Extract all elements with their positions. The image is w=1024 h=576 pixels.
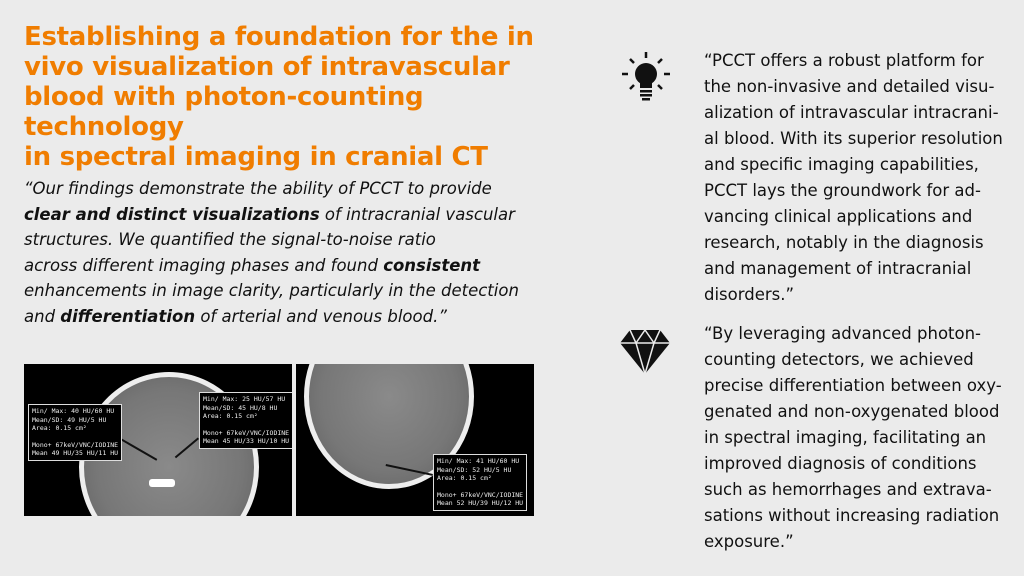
quote-line [24,202,564,228]
insight-line: and management of intracranial [704,259,972,278]
measurement: Mono+ 67keV/VNC/IODINE [32,440,119,449]
quote-line [24,304,564,330]
insight-line: PCCT lays the groundwork for ad- [704,181,981,200]
measurement: Area: 0.15 cm² [32,424,87,432]
quote-line [24,253,564,279]
measurement: Mean/SD: 52 HU/5 HU [437,465,512,474]
insight-line: “PCCT offers a robust platform for [704,51,984,70]
measurement: Min/ Max: 25 HU/57 HU [203,395,286,403]
spacer [203,421,289,429]
measurement: Mono+ 67keV/VNC/IODINE [203,428,290,437]
quote-emphasis: consistent [383,255,481,275]
insight-line: exposure.” [704,532,794,551]
lightbulb-icon [620,50,672,106]
insight-line: al blood. With its superior resolution [704,129,1003,148]
measurement: Mean 45 HU/33 HU/10 HU [203,437,290,445]
ct-image-axial-skull-base [24,364,292,516]
insight-line: counting detectors, we achieved [704,350,974,369]
roi-measurement-box [433,454,527,511]
insight-line: disorders.” [704,285,795,304]
insight-line: “By leveraging advanced photon- [704,324,982,343]
title-line: in spectral imaging in cranial CT [24,142,488,172]
insight-line: the non-invasive and detailed visu- [704,77,995,96]
insight-line: vancing clinical applications and [704,207,973,226]
ct-image-axial-occipital [296,364,534,516]
title-line: blood with photon-counting technology [24,82,424,142]
quote-line: enhancements in image clarity, particularly in the detection [24,281,519,301]
title-line: Establishing a foundation for the in [24,22,534,52]
insight-line: improved diagnosis of conditions [704,454,977,473]
measurement: Mean 49 HU/35 HU/11 HU [32,449,119,457]
measurement: Area: 0.15 cm² [437,474,492,482]
measurement: Mean/SD: 45 HU/8 HU [203,403,278,412]
insight-quote-1 [704,48,1004,308]
ct-bright-vessel [149,479,175,487]
insight-line: precise differentiation between oxy- [704,376,1002,395]
quote-text: and [24,306,61,326]
insight-line: research, notably in the diagnosis [704,233,984,252]
insight-line: such as hemorrhages and extrava- [704,480,992,499]
insight-line: and specific imaging capabilities, [704,155,979,174]
quote-line: “Our findings demonstrate the ability of PCCT to provide [24,179,492,198]
slide-title [24,22,584,172]
insight-line: alization of intravascular intracrani- [704,103,999,122]
insight-line: in spectral imaging, facilitating an [704,428,987,447]
roi-measurement-box [28,404,122,461]
spacer [437,483,523,491]
quote-emphasis: differentiation [60,306,196,326]
measurement: Min/ Max: 41 HU/60 HU [437,457,520,465]
spacer [32,433,118,441]
findings-quote [24,176,564,330]
insight-quote-2 [704,321,1004,555]
insight-line: genated and non-oxygenated blood [704,402,1000,421]
title-line: vivo visualization of intravascular [24,52,510,82]
measurement: Min/ Max: 40 HU/60 HU [32,407,115,415]
quote-text: of arterial and venous blood.” [195,306,447,326]
measurement: Mean 52 HU/39 HU/12 HU [437,499,524,507]
quote-text: across different imaging phases and found [24,255,384,275]
quote-line: structures. We quantified the signal-to-noise ratio [24,230,436,250]
roi-measurement-box [199,392,292,449]
measurement: Mono+ 67keV/VNC/IODINE [437,490,524,499]
diamond-icon [618,328,672,376]
measurement: Area: 0.15 cm² [203,412,258,420]
measurement: Mean/SD: 49 HU/5 HU [32,415,107,424]
insight-line: sations without increasing radiation [704,506,1000,525]
quote-text: of intracranial vascular [319,204,515,224]
quote-emphasis: clear and distinct visualizations [24,204,320,224]
